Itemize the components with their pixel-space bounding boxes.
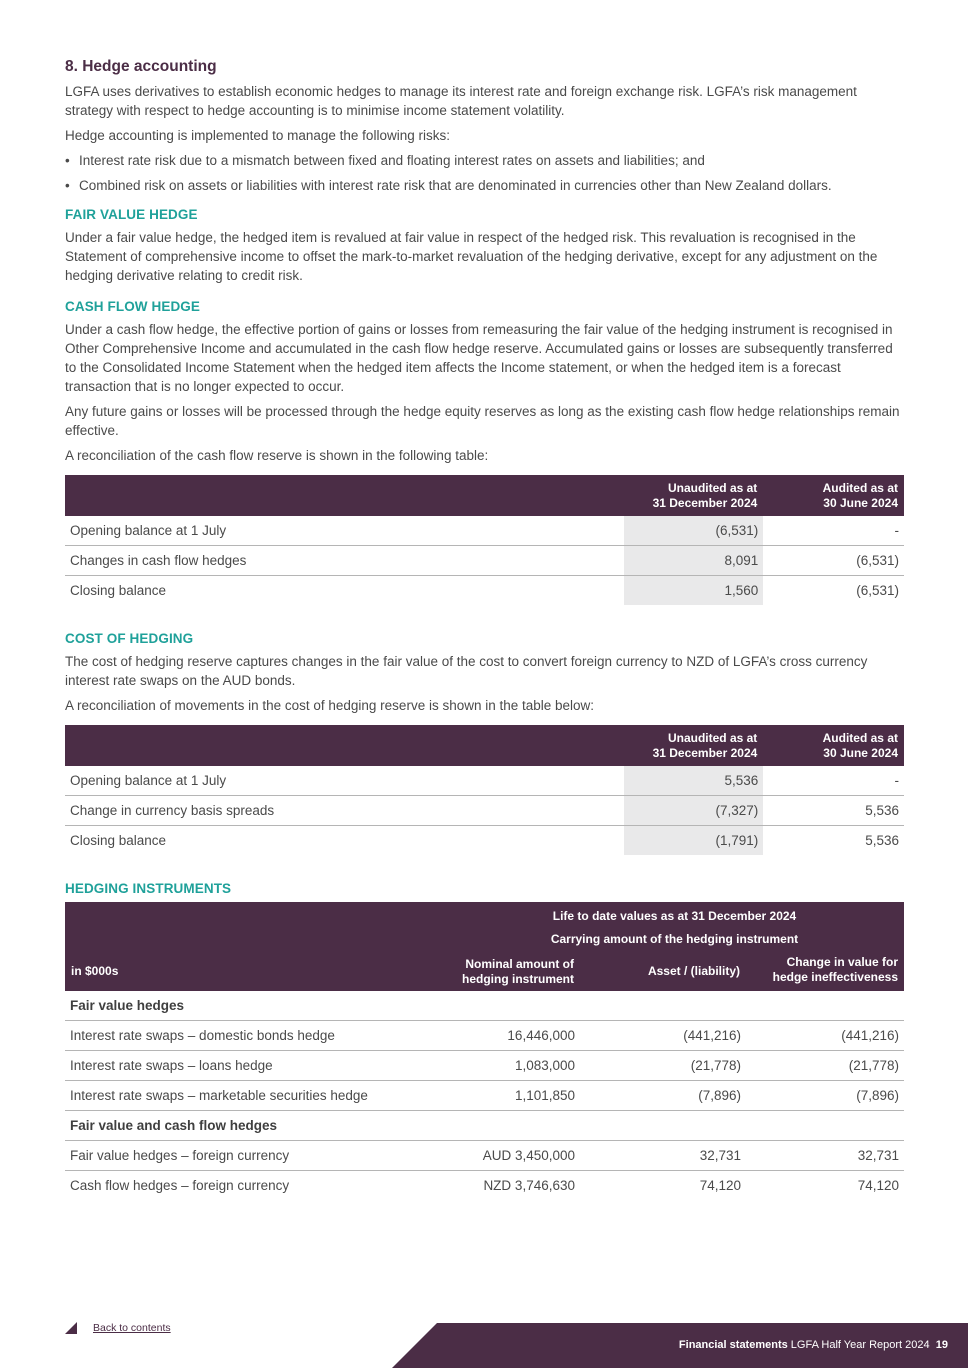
table-header-row: [65, 951, 904, 991]
column-header-unaudited: Unaudited as at 31 December 2024: [624, 725, 764, 766]
column-header-units: in $000s: [65, 951, 445, 991]
column-header-audited: Audited as at 30 June 2024: [763, 475, 904, 516]
column-header-change-in-value: Change in value for hedge ineffectiveness: [746, 951, 904, 991]
back-to-contents-link[interactable]: Back to contents: [93, 1322, 171, 1334]
asset-liability-value: 74,120: [699, 1178, 741, 1193]
asset-liability-value: (21,778): [580, 1051, 746, 1081]
footer-report-name: LGFA Half Year Report 2024: [787, 1339, 933, 1351]
header-blank: [65, 902, 445, 928]
header-blank: [65, 928, 445, 951]
change-value: (441,216): [746, 1021, 904, 1051]
page-number: 19: [935, 1339, 948, 1351]
row-label: Opening balance at 1 July: [65, 766, 624, 796]
table-row: [65, 1171, 904, 1201]
column-header-asset-liability: Asset / (liability): [580, 951, 746, 991]
row-label: Interest rate swaps – loans hedge: [65, 1051, 445, 1081]
audited-value: (6,531): [763, 546, 904, 576]
fair-value-hedge-text: Under a fair value hedge, the hedged item is revalued at fair value in respect of the hedged risk. This revaluation is recognised in the Statement of comprehensive income to offset the mark-to-market revaluation of the hedging derivative, except for any adjustment on the hedging derivative relating to credit risk.: [65, 230, 878, 283]
risks-intro: Hedge accounting is implemented to manage the following risks:: [65, 128, 450, 143]
cost-of-hedging-heading: COST OF HEDGING: [65, 631, 194, 646]
cash-flow-hedge-heading: CASH FLOW HEDGE: [65, 299, 200, 314]
row-label: Change in currency basis spreads: [65, 796, 624, 826]
asset-liability-value: (441,216): [580, 1021, 746, 1051]
table-header-row: [65, 475, 904, 516]
table-row: [65, 546, 904, 576]
unaudited-value: (7,327): [624, 796, 764, 826]
nominal-value: AUD 3,450,000: [445, 1141, 580, 1171]
nominal-value: 1,083,000: [445, 1051, 580, 1081]
row-label: Fair value hedges – foreign currency: [65, 1141, 445, 1171]
row-label: Interest rate swaps – domestic bonds hedge: [65, 1021, 445, 1051]
cash-flow-hedge-text: Under a cash flow hedge, the effective portion of gains or losses from remeasuring the fair value of the hedging instrument is recognised in Other Comprehensive Income and accumulated in the cash flow hedge reserve. Accumulated gains or losses are subsequently transferred to the Consolidated Income Statement when the hedged item affects the Income statement, or when the hedged item is a forecast transaction that is no longer expected to occur.: [65, 322, 893, 394]
cost-of-hedging-text: The cost of hedging reserve captures changes in the fair value of the cost to convert foreign currency to NZD of LGFA’s cross currency interest rate swaps on the AUD bonds.: [65, 654, 868, 688]
audited-value: 5,536: [763, 796, 904, 826]
hedging-instruments-table: [65, 902, 904, 1200]
unaudited-value: 1,560: [624, 576, 764, 606]
header-blank: [65, 475, 624, 516]
change-value: 32,731: [746, 1141, 904, 1171]
cost-of-hedging-table: [65, 725, 904, 855]
header-life-to-date: Life to date values as at 31 December 2024: [445, 902, 904, 928]
table-row: [65, 766, 904, 796]
column-header-nominal: Nominal amount of hedging instrument: [445, 951, 580, 991]
nominal-value: NZD 3,746,630: [483, 1178, 575, 1193]
risk-list: [65, 151, 904, 195]
change-value: (21,778): [746, 1051, 904, 1081]
unaudited-value: 5,536: [624, 766, 764, 796]
table-row: [65, 796, 904, 826]
audited-value: -: [763, 766, 904, 796]
unaudited-value: 8,091: [624, 546, 764, 576]
footer-section: Financial statements: [678, 1339, 788, 1351]
row-label: Opening balance at 1 July: [65, 516, 624, 546]
unaudited-value: (6,531): [624, 516, 764, 546]
row-label: Changes in cash flow hedges: [65, 546, 624, 576]
audited-value: 5,536: [865, 833, 899, 848]
audited-value: -: [763, 516, 904, 546]
asset-liability-value: 32,731: [580, 1141, 746, 1171]
row-label: Closing balance: [70, 833, 167, 848]
cash-flow-reserve-table: [65, 475, 904, 605]
group-label: Fair value and cash flow hedges: [65, 1111, 904, 1141]
row-label: Interest rate swaps – marketable securities hedge: [65, 1081, 445, 1111]
table-row: [65, 1021, 904, 1051]
table-header-row: [65, 928, 904, 951]
table-row: [65, 516, 904, 546]
back-to-contents[interactable]: [65, 1322, 171, 1334]
risk-item: • Interest rate risk due to a mismatch between fixed and floating interest rates on assets and liabilities; and: [65, 151, 904, 170]
fair-value-hedge-heading: FAIR VALUE HEDGE: [65, 207, 198, 222]
table-row: [65, 826, 904, 856]
column-header-unaudited: Unaudited as at 31 December 2024: [624, 475, 764, 516]
table-header-row: [65, 902, 904, 928]
cost-of-hedging-table-intro: A reconciliation of movements in the cost of hedging reserve is shown in the table below:: [65, 698, 595, 713]
table-row: [65, 576, 904, 606]
group-row: [65, 1111, 904, 1141]
table-row: [65, 1141, 904, 1171]
triangle-icon: [65, 1322, 77, 1334]
cash-flow-hedge-text: Any future gains or losses will be processed through the hedge equity reserves as long as the existing cash flow hedge relationships remain effective.: [65, 404, 900, 438]
group-row: [65, 991, 904, 1021]
nominal-value: 16,446,000: [445, 1021, 580, 1051]
change-value: (7,896): [746, 1081, 904, 1111]
risk-item: • Combined risk on assets or liabilities with interest rate risk that are denominated in currencies other than New Zealand dollars.: [65, 176, 904, 195]
nominal-value: 1,101,850: [445, 1081, 580, 1111]
footer-page-info: [679, 1339, 948, 1351]
section-title: 8. Hedge accounting: [65, 58, 217, 75]
asset-liability-value: (7,896): [580, 1081, 746, 1111]
header-carrying-amount: Carrying amount of the hedging instrument: [445, 928, 904, 951]
page-content: [65, 58, 904, 1200]
audited-value: (6,531): [856, 583, 899, 598]
table-row: [65, 1051, 904, 1081]
group-label: Fair value hedges: [65, 991, 904, 1021]
column-header-audited: Audited as at 30 June 2024: [763, 725, 904, 766]
cash-flow-table-intro: A reconciliation of the cash flow reserve is shown in the following table:: [65, 448, 489, 463]
table-row: [65, 1081, 904, 1111]
header-blank: [65, 725, 624, 766]
row-label: Cash flow hedges – foreign currency: [70, 1178, 290, 1193]
row-label: Closing balance: [70, 583, 167, 598]
change-value: 74,120: [857, 1178, 899, 1193]
intro-paragraph: LGFA uses derivatives to establish economic hedges to manage its interest rate and foreign exchange risk. LGFA’s risk management strategy with respect to hedge accounting is to minimise income statement volatility.: [65, 84, 857, 118]
table-header-row: [65, 725, 904, 766]
hedging-instruments-heading: HEDGING INSTRUMENTS: [65, 881, 232, 896]
unaudited-value: (1,791): [624, 826, 764, 856]
